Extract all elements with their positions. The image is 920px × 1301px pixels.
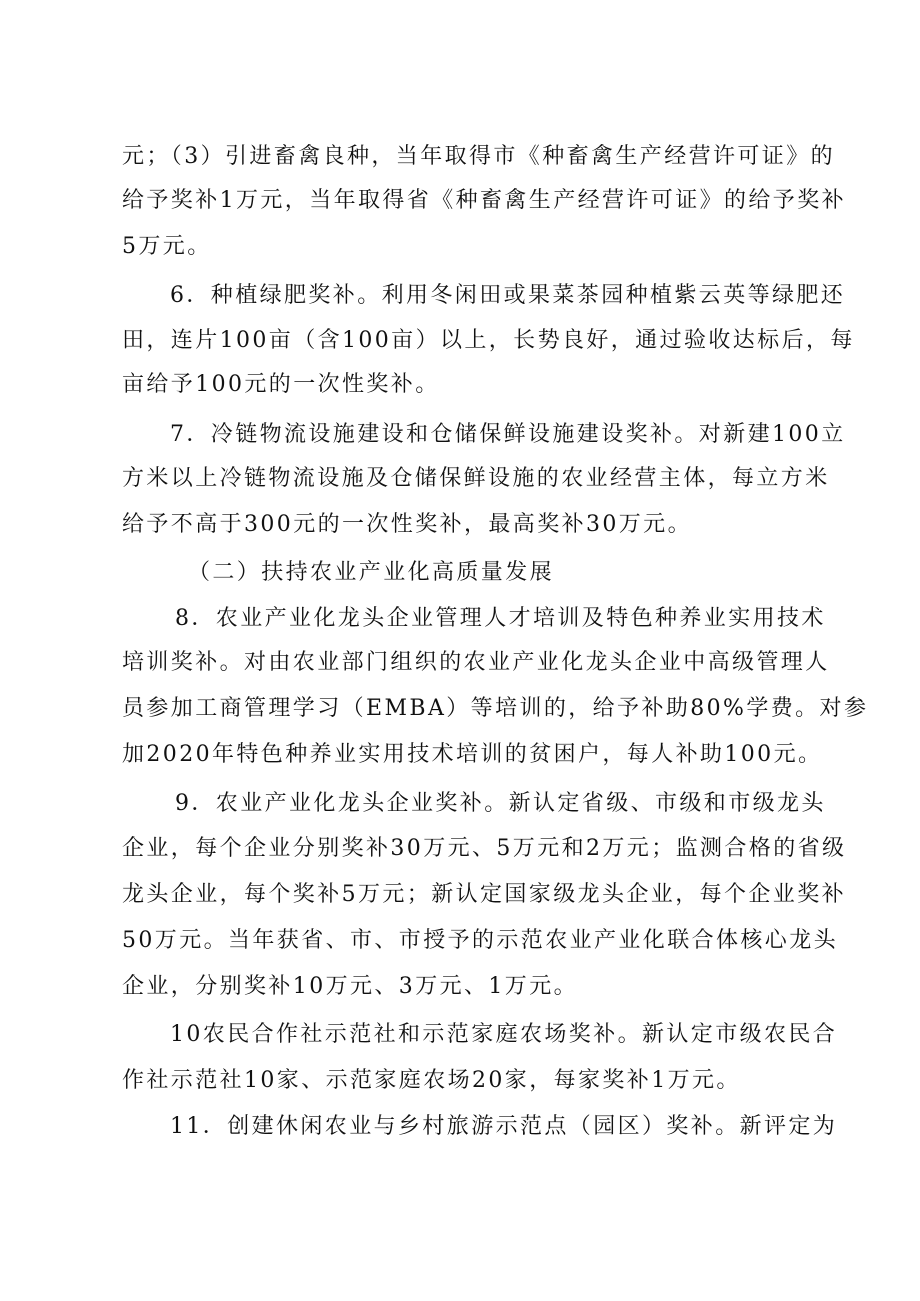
body-text-line: 作社示范社10家、示范家庭农场20家，每家奖补1万元。 [122, 1068, 741, 1093]
body-text-line: 田，连片100亩（含100亩）以上，长势良好，通过验收达标后，每 [122, 328, 855, 353]
body-text-line: 员参加工商管理学习（EMBA）等培训的，给予补助80%学费。对参 [122, 696, 869, 721]
body-text-line: 亩给予100元的一次性奖补。 [122, 372, 440, 397]
body-text-line: 50万元。当年获省、市、市授予的示范农业产业化联合体核心龙头 [122, 928, 838, 953]
body-text-line: 6．种植绿肥奖补。利用冬闲田或果菜茶园种植紫云英等绿肥还 [170, 283, 846, 308]
body-text-line: 龙头企业，每个奖补5万元；新认定国家级龙头企业，每个企业奖补 [122, 882, 846, 907]
body-text-line: 11．创建休闲农业与乡村旅游示范点（园区）奖补。新评定为 [170, 1114, 838, 1139]
body-text-line: 方米以上冷链物流设施及仓储保鲜设施的农业经营主体，每立方米 [122, 466, 830, 491]
body-text-line: 9．农业产业化龙头企业奖补。新认定省级、市级和市级龙头 [175, 791, 826, 816]
body-text-line: 企业，分别奖补10万元、3万元、1万元。 [122, 974, 578, 999]
body-text-line: 企业，每个企业分别奖补30万元、5万元和2万元；监测合格的省级 [122, 836, 847, 861]
body-text-line: 10农民合作社示范社和示范家庭农场奖补。新认定市级农民合 [170, 1022, 838, 1047]
body-text-line: 5万元。 [122, 234, 212, 259]
body-text-line: 给予奖补1万元，当年取得省《种畜禽生产经营许可证》的给予奖补 [122, 188, 846, 213]
body-text-line: 培训奖补。对由农业部门组织的农业产业化龙头企业中高级管理人 [122, 650, 830, 675]
body-text-line: 加2020年特色种养业实用技术培训的贫困户，每人补助100元。 [122, 742, 823, 767]
body-text-line: 7．冷链物流设施建设和仓储保鲜设施建设奖补。对新建100立 [170, 422, 846, 447]
body-text-line: 8．农业产业化龙头企业管理人才培训及特色种养业实用技术 [175, 606, 826, 631]
body-text-line: 给予不高于300元的一次性奖补，最高奖补30万元。 [122, 512, 692, 537]
section-heading: （二）扶持农业产业化高质量发展 [188, 560, 555, 585]
body-text-line: 元；（3）引进畜禽良种，当年取得市《种畜禽生产经营许可证》的 [122, 144, 835, 169]
